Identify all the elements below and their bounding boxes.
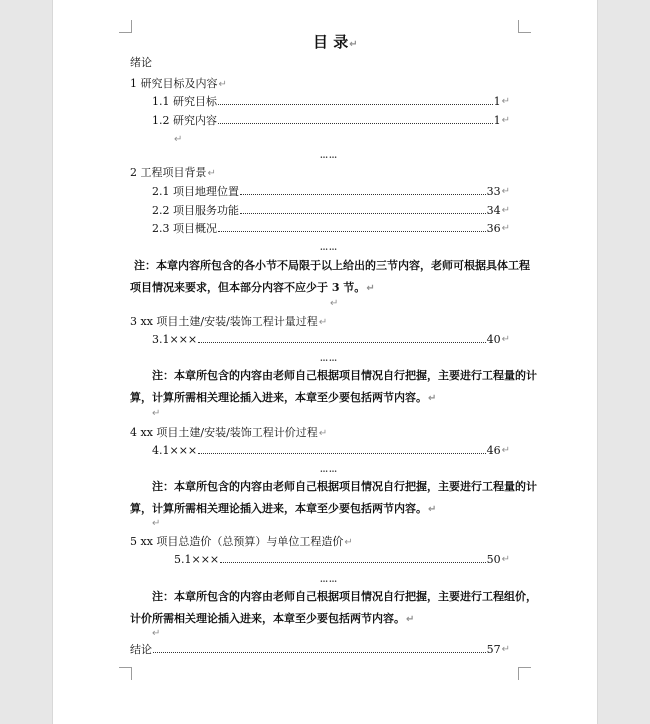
section1-heading-text: 1 研究目标及内容 (130, 77, 218, 90)
chapter-note-text: 注：本章所包含的内容由老师自己根据项目情况自行把握，主要进行工程组价，计价所需相关理论插入进来，本章至少要包括两节内容。 (130, 590, 537, 625)
toc-dot-leader (198, 341, 485, 343)
chapter-note-text: 注：本章所包含的内容由老师自己根据项目情况自行把握，主要进行工程量的计算，计算所需相关理论插入进来，本章至少要包括两节内容。 (130, 369, 537, 404)
paragraph-mark: ↵ (330, 298, 339, 309)
top-left-crop-mark (119, 20, 132, 33)
toc-dot-leader (240, 193, 486, 195)
bottom-left-crop-mark (119, 667, 132, 680)
toc-page-number: 34 (486, 204, 501, 217)
paragraph-mark: ↵ (152, 408, 161, 419)
toc-entry-5-1 (174, 553, 510, 567)
paragraph-mark: ↵ (428, 504, 437, 515)
paragraph-mark: ↵ (501, 205, 510, 216)
toc-page-number: 33 (486, 185, 501, 198)
paragraph-mark: ↵ (501, 334, 510, 345)
toc-entry-label: 4.1××× (152, 444, 198, 457)
toc-entry-1-2 (152, 114, 510, 128)
bottom-right-crop-mark (518, 667, 531, 680)
toc-page-number: 57 (486, 643, 501, 656)
section5-heading-text: 5 xx 项目总造价（总预算）与单位工程造价 (130, 535, 344, 548)
intro-text: 绪论 (130, 56, 152, 69)
section-separator: …… (320, 353, 338, 363)
toc-title-text: 目 录 (313, 33, 349, 51)
toc-entry-1-1 (152, 95, 510, 109)
toc-entry-label: 3.1××× (152, 333, 198, 346)
paragraph-mark: ↵ (501, 115, 510, 126)
toc-entry-conclusion (130, 643, 510, 657)
toc-page-number: 1 (493, 95, 501, 108)
toc-entry-2-1 (152, 185, 510, 199)
chapter-note-text: 注：本章内容所包含的各小节不局限于以上给出的三节内容，老师可根据具体工程项目情况来要求，但本部分内容不应少于 3 节。 (130, 259, 530, 294)
section2-heading (130, 166, 216, 181)
paragraph-mark: ↵ (344, 537, 353, 548)
toc-entry-2-3 (152, 222, 510, 236)
section-separator: …… (320, 574, 338, 584)
chapter-note-4 (130, 586, 538, 631)
toc-dot-leader (218, 122, 493, 124)
section4-heading-text: 4 xx 项目土建/安装/装饰工程计价过程 (130, 426, 318, 439)
toc-entry-label: 2.3 项目概况 (152, 222, 217, 235)
chapter-note-3 (130, 476, 538, 521)
toc-dot-leader (218, 103, 493, 105)
toc-page-number: 36 (486, 222, 501, 235)
toc-title (313, 35, 358, 52)
paragraph-mark: ↵ (349, 39, 358, 50)
paragraph-mark: ↵ (501, 96, 510, 107)
toc-page-number: 40 (486, 333, 501, 346)
section2-heading-text: 2 工程项目背景 (130, 166, 207, 179)
paragraph-mark: ↵ (207, 168, 216, 179)
section4-heading (130, 426, 327, 441)
toc-entry-label: 5.1××× (174, 553, 220, 566)
section3-heading-text: 3 xx 项目土建/安装/装饰工程计量过程 (130, 315, 318, 328)
toc-dot-leader (240, 212, 486, 214)
toc-entry-label: 1.1 研究目标 (152, 95, 217, 108)
chapter-note-text: 注：本章所包含的内容由老师自己根据项目情况自行把握，主要进行工程量的计算，计算所需相关理论插入进来，本章至少要包括两节内容。 (130, 480, 537, 515)
toc-entry-3-1 (152, 333, 510, 347)
top-right-crop-mark (518, 20, 531, 33)
toc-entry-label: 2.1 项目地理位置 (152, 185, 239, 198)
paragraph-mark: ↵ (318, 428, 328, 439)
paragraph-mark: ↵ (366, 283, 375, 294)
toc-entry-4-1 (152, 444, 510, 458)
toc-entry-label: 结论 (130, 643, 152, 656)
toc-entry-label: 2.2 项目服务功能 (152, 204, 239, 217)
toc-dot-leader (218, 230, 486, 232)
paragraph-mark: ↵ (152, 628, 161, 639)
section-separator: …… (320, 464, 338, 474)
paragraph-mark: ↵ (501, 186, 510, 197)
section3-heading (130, 315, 327, 330)
chapter-note-2 (130, 365, 538, 410)
toc-page-number: 46 (486, 444, 501, 457)
toc-dot-leader (153, 651, 486, 653)
paragraph-mark: ↵ (218, 79, 227, 90)
paragraph-mark: ↵ (501, 223, 510, 234)
intro-line (130, 56, 152, 70)
section1-heading (130, 77, 227, 92)
toc-page-number: 50 (486, 553, 501, 566)
section-separator: …… (320, 242, 338, 252)
paragraph-mark: ↵ (318, 317, 328, 328)
section5-heading (130, 535, 353, 550)
chapter-note-1 (130, 255, 538, 300)
toc-entry-label: 1.2 研究内容 (152, 114, 217, 127)
section-separator: …… (320, 150, 338, 160)
toc-dot-leader (198, 452, 485, 454)
paragraph-mark: ↵ (501, 554, 510, 565)
toc-entry-2-2 (152, 204, 510, 218)
paragraph-mark: ↵ (501, 644, 510, 655)
toc-page-number: 1 (493, 114, 501, 127)
paragraph-mark: ↵ (406, 614, 415, 625)
paragraph-mark: ↵ (428, 393, 437, 404)
paragraph-mark: ↵ (501, 445, 510, 456)
toc-dot-leader (220, 561, 485, 563)
paragraph-mark: ↵ (174, 134, 183, 145)
paragraph-mark: ↵ (152, 518, 161, 529)
